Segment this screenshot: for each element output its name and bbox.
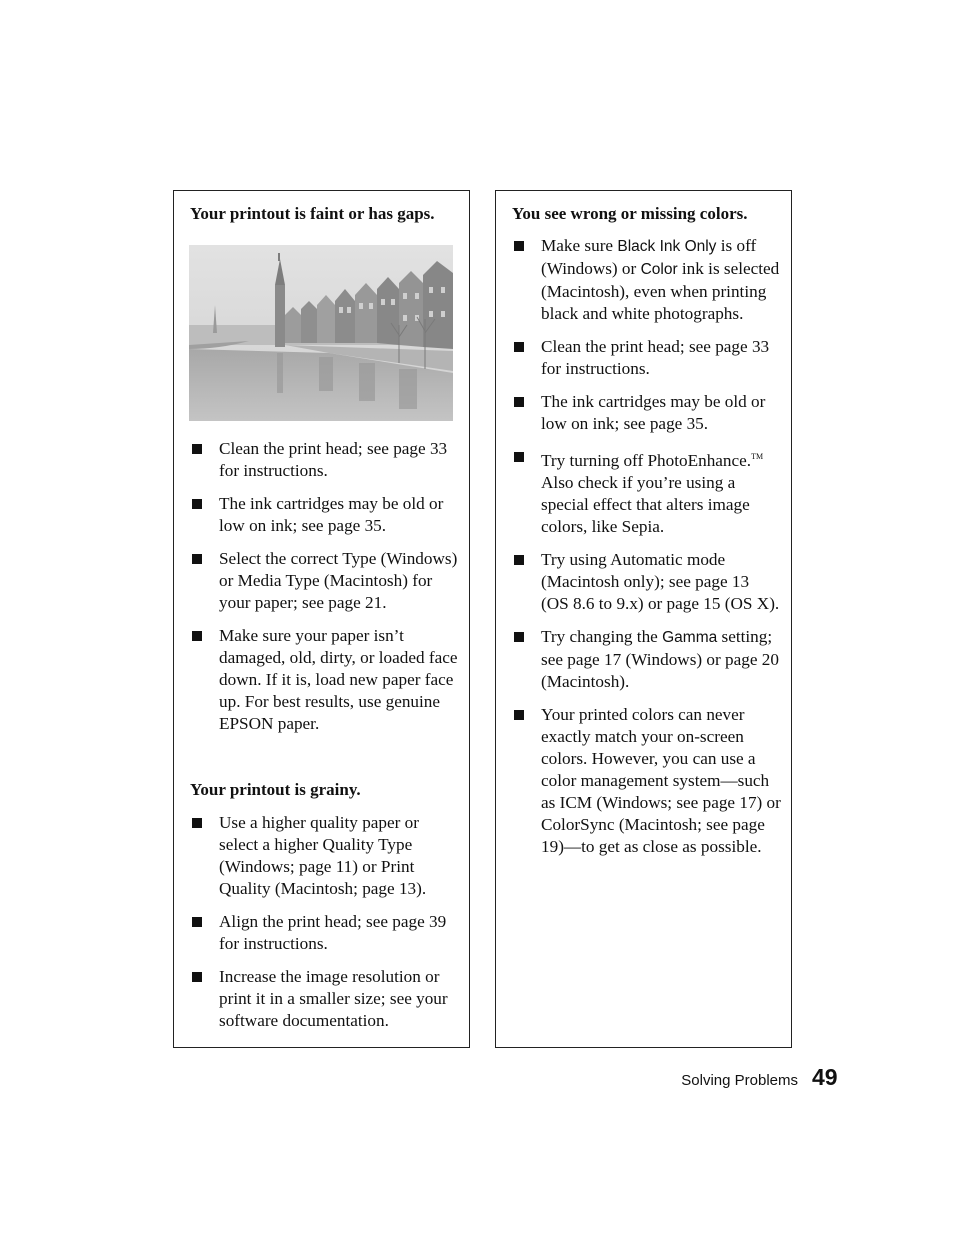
- list-item: Clean the print head; see page 33 for instructions.: [512, 336, 781, 380]
- setting-name: Gamma: [662, 629, 718, 646]
- colors-panel: [495, 190, 792, 1048]
- list-item: The ink cartridges may be old or low on ink; see page 35.: [512, 391, 781, 435]
- bullet-square-icon: [514, 241, 524, 251]
- canal-photo: [189, 245, 453, 421]
- bullet-square-icon: [514, 710, 524, 720]
- list-item: Your printed colors can never exactly match your on-screen colors. However, you can use a color management system—such as ICM (Windows; see page 17) or ColorSync (Macintosh; see page 19)—to get as close as possible.: [512, 704, 781, 858]
- footer-section-label: Solving Problems: [681, 1072, 798, 1089]
- list-item: Try turning off PhotoEnhance.™ Also check if you’re using a special effect that alters image colors, like Sepia.: [512, 446, 781, 538]
- grainy-heading: Your printout is grainy.: [190, 780, 361, 799]
- faint-heading: Your printout is faint or has gaps.: [190, 204, 435, 223]
- grainy-list: [190, 812, 459, 1032]
- bullet-square-icon: [514, 452, 524, 462]
- list-item: Align the print head; see page 39 for instructions.: [190, 911, 459, 955]
- bullet-square-icon: [192, 499, 202, 509]
- list-item: Make sure Black Ink Only is off (Windows) or Color ink is selected (Macintosh), even when printing black and white photographs.: [512, 235, 781, 325]
- page-number: 49: [812, 1064, 838, 1090]
- list-item: Use a higher quality paper or select a higher Quality Type (Windows; page 11) or Print Quality (Macintosh; page 13).: [190, 812, 459, 900]
- bullet-square-icon: [514, 397, 524, 407]
- bullet-square-icon: [514, 555, 524, 565]
- bullet-square-icon: [192, 818, 202, 828]
- faint-list: [190, 438, 459, 735]
- list-item: Try using Automatic mode (Macintosh only); see page 13 (OS 8.6 to 9.x) or page 15 (OS X).: [512, 549, 781, 615]
- trademark-mark: TM: [751, 452, 764, 461]
- list-item: The ink cartridges may be old or low on ink; see page 35.: [190, 493, 459, 537]
- bullet-square-icon: [514, 632, 524, 642]
- setting-name: Color: [640, 261, 678, 278]
- colors-heading: You see wrong or missing colors.: [512, 204, 748, 223]
- bullet-square-icon: [192, 917, 202, 927]
- list-item: Select the correct Type (Windows) or Media Type (Macintosh) for your paper; see page 21.: [190, 548, 459, 614]
- colors-list: [512, 235, 781, 858]
- list-item: Increase the image resolution or print it in a smaller size; see your software documentation.: [190, 966, 459, 1032]
- bullet-square-icon: [192, 554, 202, 564]
- bullet-square-icon: [192, 631, 202, 641]
- list-item: Clean the print head; see page 33 for instructions.: [190, 438, 459, 482]
- list-item: Make sure your paper isn’t damaged, old, dirty, or loaded face down. If it is, load new paper face up. For best results, use genuine EPSON paper.: [190, 625, 459, 735]
- list-item: Try changing the Gamma setting; see page 17 (Windows) or page 20 (Macintosh).: [512, 626, 781, 693]
- bullet-square-icon: [192, 972, 202, 982]
- setting-name: Black Ink Only: [617, 238, 717, 255]
- faint-grainy-panel: [173, 190, 470, 1048]
- bullet-square-icon: [514, 342, 524, 352]
- bullet-square-icon: [192, 444, 202, 454]
